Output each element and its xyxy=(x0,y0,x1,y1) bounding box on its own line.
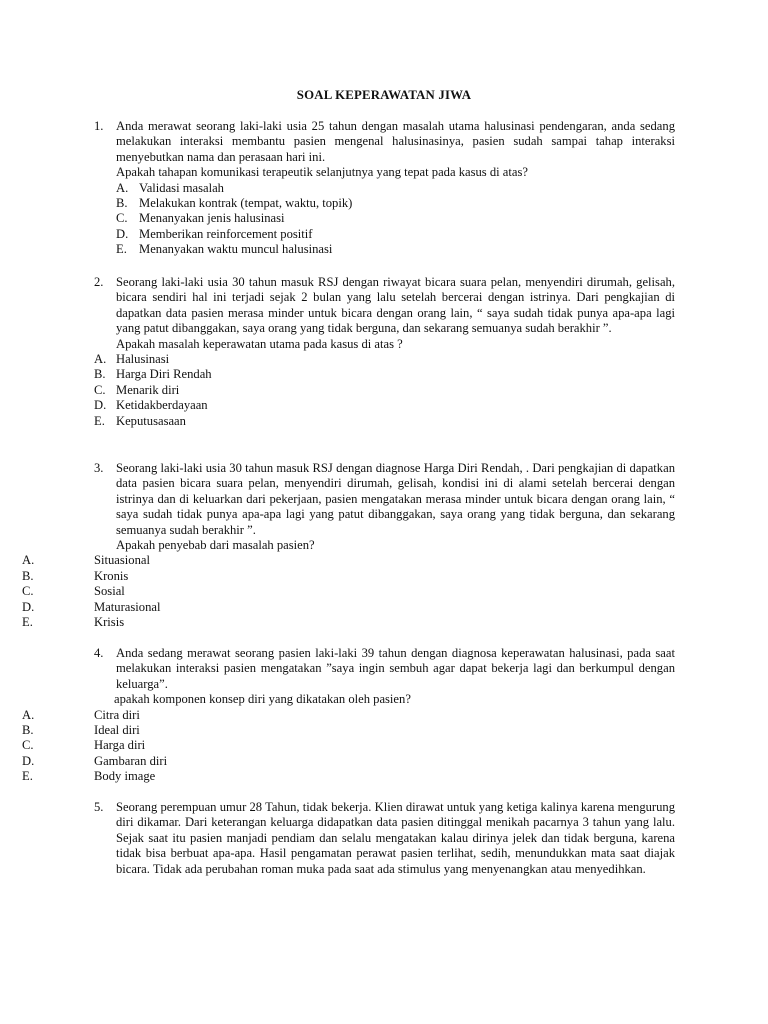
option-list xyxy=(0,708,768,785)
question-number: 4. xyxy=(94,646,104,660)
question-prompt: apakah komponen konsep diri yang dikatakan oleh pasien? xyxy=(114,692,411,707)
question-prompt: Apakah masalah keperawatan utama pada kasus di atas ? xyxy=(116,336,403,351)
option-d: D. Ketidakberdayaan xyxy=(94,398,208,413)
question-number: 2. xyxy=(94,275,104,289)
option-a: A. Situasional xyxy=(22,553,150,568)
option-d: D. Memberikan reinforcement positif xyxy=(116,226,313,241)
question-stem: Seorang laki-laki usia 30 tahun masuk RSJ dengan riwayat bicara suara pelan, menyendiri dirumah, gelisah, bicara sendiri hal ini terjadi sejak 2 bulan yang lalu setelah bercerai dengan istrinya. Dari pengkajian di dapatkan data pasien merasa minder untuk bicara dengan orang lain, “ saya sudah tidak punya apa-apa lagi yang patut dibanggakan, saya orang yang tidak berguna, dan sekarang semuanya sudah berakhir ”. xyxy=(116,275,675,336)
question-number: 5. xyxy=(94,800,104,814)
question-2 xyxy=(0,275,768,429)
option-c: C. Menanyakan jenis halusinasi xyxy=(116,211,285,226)
question-stem: Seorang perempuan umur 28 Tahun, tidak bekerja. Klien dirawat untuk yang ketiga kalinya karena mengurung diri dikamar. Dari keterangan keluarga didapatkan data pasien ditinggal menikah pacarnya 3 tahun yang lalu. Sejak saat itu pasien manjadi pendiam dan selalu mengatakan kalau dirinya jelek dan tidak berguna, karena tidak bisa berbuat apa-apa. Hasil pengamatan perawat pasien terlihat, sedih, menundukkan mata saat diajak bicara. Tidak ada perubahan roman muka pada saat ada stimulus yang menyenangkan atau menyedihkan. xyxy=(116,800,675,876)
option-b: B. Harga Diri Rendah xyxy=(94,367,212,382)
question-3 xyxy=(0,461,768,630)
option-c: C. Harga diri xyxy=(22,738,146,753)
option-e: E. Keputusasaan xyxy=(94,413,186,428)
option-c: C. Sosial xyxy=(22,584,125,599)
question-prompt: Apakah tahapan komunikasi terapeutik selanjutnya yang tepat pada kasus di atas? xyxy=(116,165,528,180)
option-a: A. Citra diri xyxy=(22,707,140,722)
option-d: D. Gambaran diri xyxy=(22,753,168,768)
question-number: 1. xyxy=(94,119,104,133)
question-number: 3. xyxy=(94,461,104,475)
question-prompt: Apakah penyebab dari masalah pasien? xyxy=(116,538,315,553)
option-list xyxy=(0,352,768,429)
option-e: E. Body image xyxy=(22,769,156,784)
option-b: B. Kronis xyxy=(22,568,129,583)
question-stem: Anda merawat seorang laki-laki usia 25 tahun dengan masalah utama halusinasi pendengaran, anda sedang melakukan interaksi membantu pasien mengenal halusinasinya, pasien sudah sampai tahap interaksi menyebutkan nama dan perasaan hari ini. xyxy=(116,119,675,164)
option-b: B. Melakukan kontrak (tempat, waktu, topik) xyxy=(116,196,353,211)
document-title: SOAL KEPERAWATAN JIWA xyxy=(296,88,472,102)
option-b: B. Ideal diri xyxy=(22,723,140,738)
option-e: E. Menanyakan waktu muncul halusinasi xyxy=(116,242,333,257)
option-list xyxy=(0,553,768,630)
option-a: A. Validasi masalah xyxy=(116,180,224,195)
option-list xyxy=(0,181,768,258)
option-c: C. Menarik diri xyxy=(94,382,180,397)
question-stem: Anda sedang merawat seorang pasien laki-laki 39 tahun dengan diagnosa keperawatan halusinasi, pada saat melakukan interaksi pasien mengatakan ”saya ingin sembuh agar dapat bekerja lagi dan berkumpul dengan keluarga”. xyxy=(116,646,675,691)
option-a: A. Halusinasi xyxy=(94,352,170,367)
question-4 xyxy=(0,646,768,785)
question-1 xyxy=(0,119,768,258)
question-5 xyxy=(0,800,768,877)
question-stem: Seorang laki-laki usia 30 tahun masuk RSJ dengan diagnose Harga Diri Rendah, . Dari pengkajian di dapatkan data pasien bicara suara pelan, menyendiri dirumah, gelisah, kondisi ini di alami setelah bercerai dengan istrinya dan di keluarkan dari pekerjaan, pasien mengatakan merasa minder untuk bicara dengan orang lain, “ saya sudah tidak punya apa-apa lagi yang patut dibanggakan, saya orang yang tidak berguna, dan sekarang semuanya sudah berakhir ”. xyxy=(116,461,675,537)
option-d: D. Maturasional xyxy=(22,599,161,614)
option-e: E. Krisis xyxy=(22,615,125,629)
